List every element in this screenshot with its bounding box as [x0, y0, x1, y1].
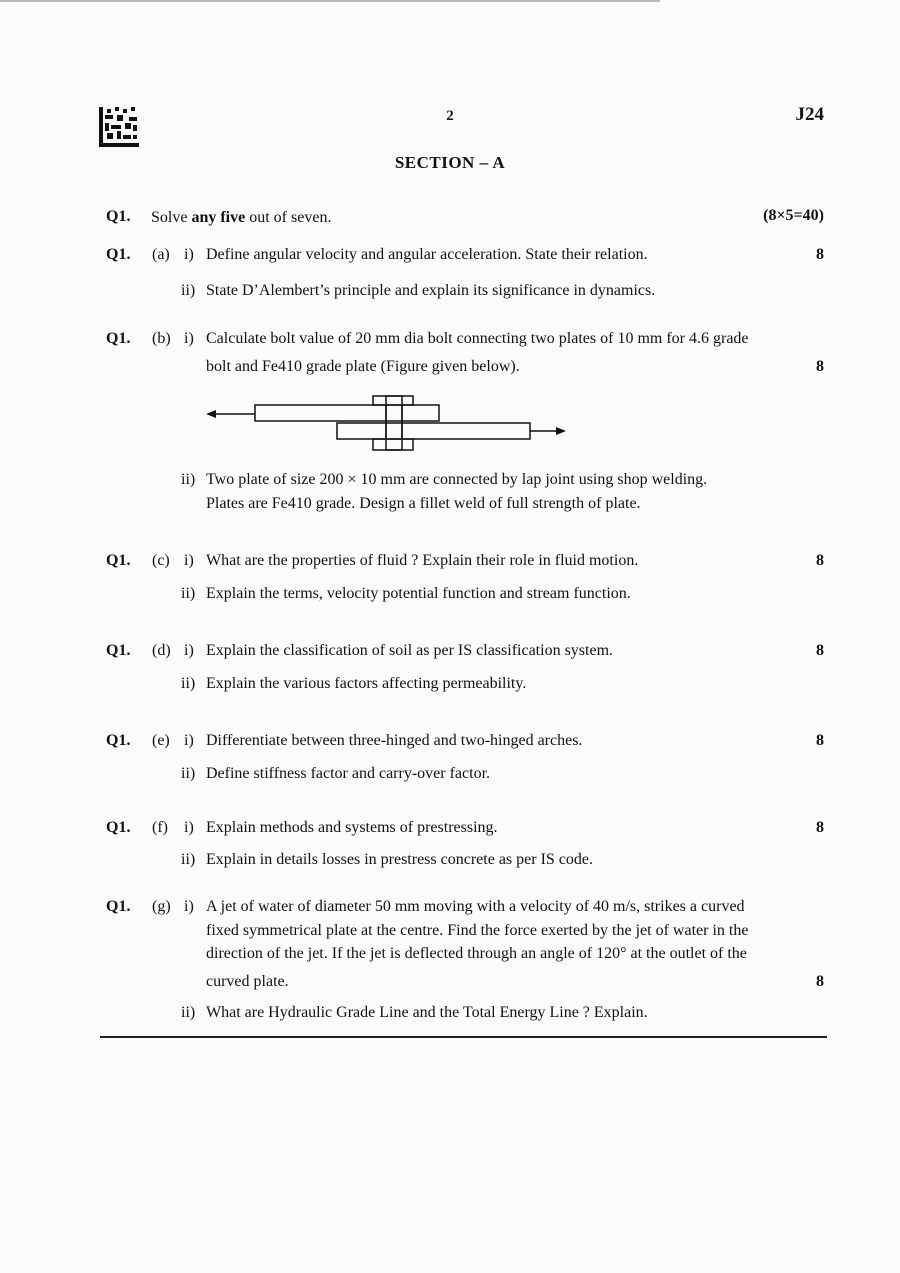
question-number: Q1. — [106, 898, 131, 915]
question-text: Define stiffness factor and carry-over factor. — [206, 765, 491, 782]
roman-label: ii) — [181, 1004, 196, 1021]
roman-label: ii) — [181, 282, 196, 299]
question-text: Differentiate between three-hinged and two-hinged arches. — [206, 732, 583, 749]
part-label: (e) — [152, 732, 170, 749]
question-number: Q1. — [106, 330, 131, 347]
roman-label: ii) — [181, 471, 196, 488]
roman-label: ii) — [181, 851, 196, 868]
instruction-text: Solve any five out of seven. — [151, 209, 332, 226]
question-number: Q1. — [106, 208, 131, 225]
roman-label: i) — [184, 330, 194, 347]
marks: 8 — [816, 358, 824, 375]
bottom-rule — [100, 1036, 827, 1038]
roman-label: i) — [184, 819, 194, 836]
question-number: Q1. — [106, 552, 131, 569]
roman-label: i) — [184, 898, 194, 915]
question-number: Q1. — [106, 819, 131, 836]
marks: 8 — [816, 246, 824, 263]
question-number: Q1. — [106, 642, 131, 659]
part-label: (d) — [152, 642, 171, 659]
marks: 8 — [816, 819, 824, 836]
question-text: curved plate. — [206, 973, 289, 990]
total-marks: (8×5=40) — [763, 207, 824, 224]
question-text: Explain methods and systems of prestressing. — [206, 819, 498, 836]
roman-label: ii) — [181, 765, 196, 782]
part-label: (b) — [152, 330, 171, 347]
part-label: (c) — [152, 552, 170, 569]
question-text: What are Hydraulic Grade Line and the Total Energy Line ? Explain. — [206, 1004, 648, 1021]
question-number: Q1. — [106, 246, 131, 263]
question-text: Explain the various factors affecting permeability. — [206, 675, 527, 692]
part-label: (f) — [152, 819, 168, 836]
part-label: (a) — [152, 246, 170, 263]
marks: 8 — [816, 552, 824, 569]
marks: 8 — [816, 732, 824, 749]
marks: 8 — [816, 642, 824, 659]
question-text: State D’Alembert’s principle and explain its significance in dynamics. — [206, 282, 656, 299]
question-text: Explain the terms, velocity potential function and stream function. — [206, 585, 631, 602]
roman-label: i) — [184, 642, 194, 659]
question-text: direction of the jet. If the jet is deflected through an angle of 120° at the outlet of the — [206, 945, 747, 962]
question-text: Two plate of size 200 × 10 mm are connected by lap joint using shop welding. — [206, 471, 708, 488]
question-text: bolt and Fe410 grade plate (Figure given below). — [206, 358, 520, 375]
roman-label: ii) — [181, 585, 196, 602]
question-text: Define angular velocity and angular acceleration. State their relation. — [206, 246, 648, 263]
roman-label: i) — [184, 552, 194, 569]
question-text: Plates are Fe410 grade. Design a fillet weld of full strength of plate. — [206, 495, 641, 512]
question-text: Calculate bolt value of 20 mm dia bolt connecting two plates of 10 mm for 4.6 grade — [206, 330, 749, 347]
part-label: (g) — [152, 898, 171, 915]
marks: 8 — [816, 973, 824, 990]
question-text: What are the properties of fluid ? Explain their role in fluid motion. — [206, 552, 639, 569]
paper-code: J24 — [795, 104, 824, 125]
roman-label: i) — [184, 246, 194, 263]
page-number: 2 — [446, 108, 454, 124]
question-text: A jet of water of diameter 50 mm moving with a velocity of 40 m/s, strikes a curved — [206, 898, 745, 915]
section-title: SECTION – A — [394, 153, 506, 172]
question-text: fixed symmetrical plate at the centre. Find the force exerted by the jet of water in the — [206, 922, 749, 939]
question-text: Explain in details losses in prestress concrete as per IS code. — [206, 851, 593, 868]
scan-edge-line — [0, 0, 660, 2]
question-text: Explain the classification of soil as per IS classification system. — [206, 642, 614, 659]
lap-joint-figure — [200, 392, 580, 454]
roman-label: i) — [184, 732, 194, 749]
question-number: Q1. — [106, 732, 131, 749]
roman-label: ii) — [181, 675, 196, 692]
